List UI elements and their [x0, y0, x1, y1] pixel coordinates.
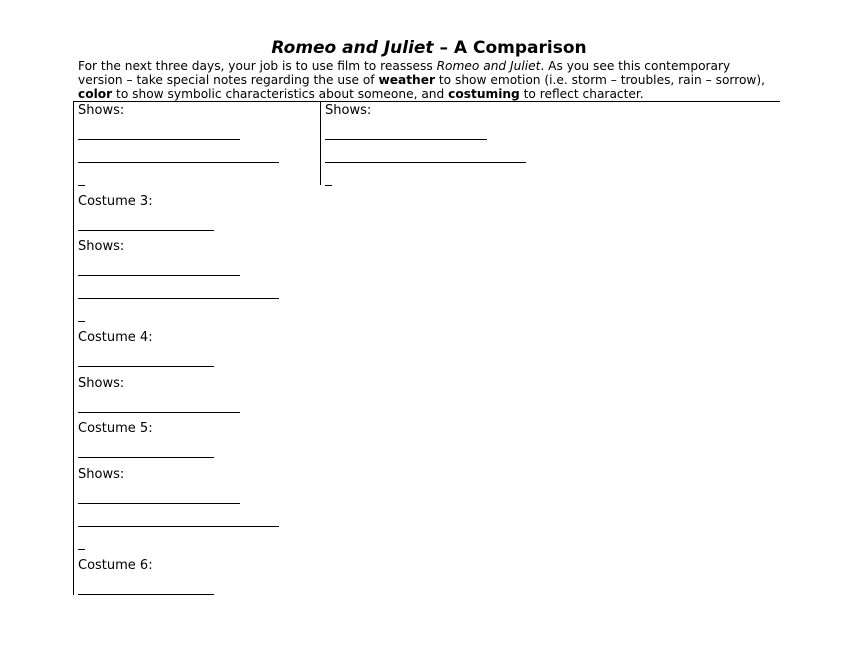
shows-label: Shows: — [78, 103, 125, 118]
page-title: Romeo and Juliet – A Comparison — [271, 38, 587, 58]
costume-5-line[interactable] — [78, 457, 214, 458]
answer-line[interactable] — [78, 526, 279, 527]
instructions-paragraph: For the next three days, your job is to use film to reassess Romeo and Juliet. As you see this contemporary version – take special notes regarding the use of weather to show emotion (i.e. storm – troubles, rain – sorrow), color to show symbolic characteristics about someone, and costuming to reflect character. — [78, 59, 765, 101]
costume-3-label: Costume 3: — [78, 194, 153, 209]
shows-label: Shows: — [78, 239, 125, 254]
answer-line[interactable] — [325, 162, 526, 163]
costume-5-label: Costume 5: — [78, 421, 153, 436]
answer-line[interactable] — [78, 275, 240, 276]
shows-label: Shows: — [78, 376, 125, 391]
answer-line[interactable] — [78, 503, 240, 504]
answer-line[interactable] — [325, 139, 487, 140]
answer-line[interactable] — [78, 162, 279, 163]
answer-line-end — [78, 321, 85, 322]
answer-line-end — [78, 185, 85, 186]
answer-line-end — [78, 549, 85, 550]
answer-line[interactable] — [78, 298, 279, 299]
costume-6-line[interactable] — [78, 594, 214, 595]
table-top-border — [73, 101, 780, 102]
answer-line-end — [325, 185, 332, 186]
column-divider — [320, 101, 321, 185]
costume-6-label: Costume 6: — [78, 558, 153, 573]
costume-3-line[interactable] — [78, 230, 214, 231]
answer-line[interactable] — [78, 139, 240, 140]
costume-4-line[interactable] — [78, 366, 214, 367]
costume-4-label: Costume 4: — [78, 330, 153, 345]
answer-line[interactable] — [78, 412, 240, 413]
left-column-border — [73, 101, 74, 595]
shows-label: Shows: — [325, 103, 372, 118]
shows-label: Shows: — [78, 467, 125, 482]
